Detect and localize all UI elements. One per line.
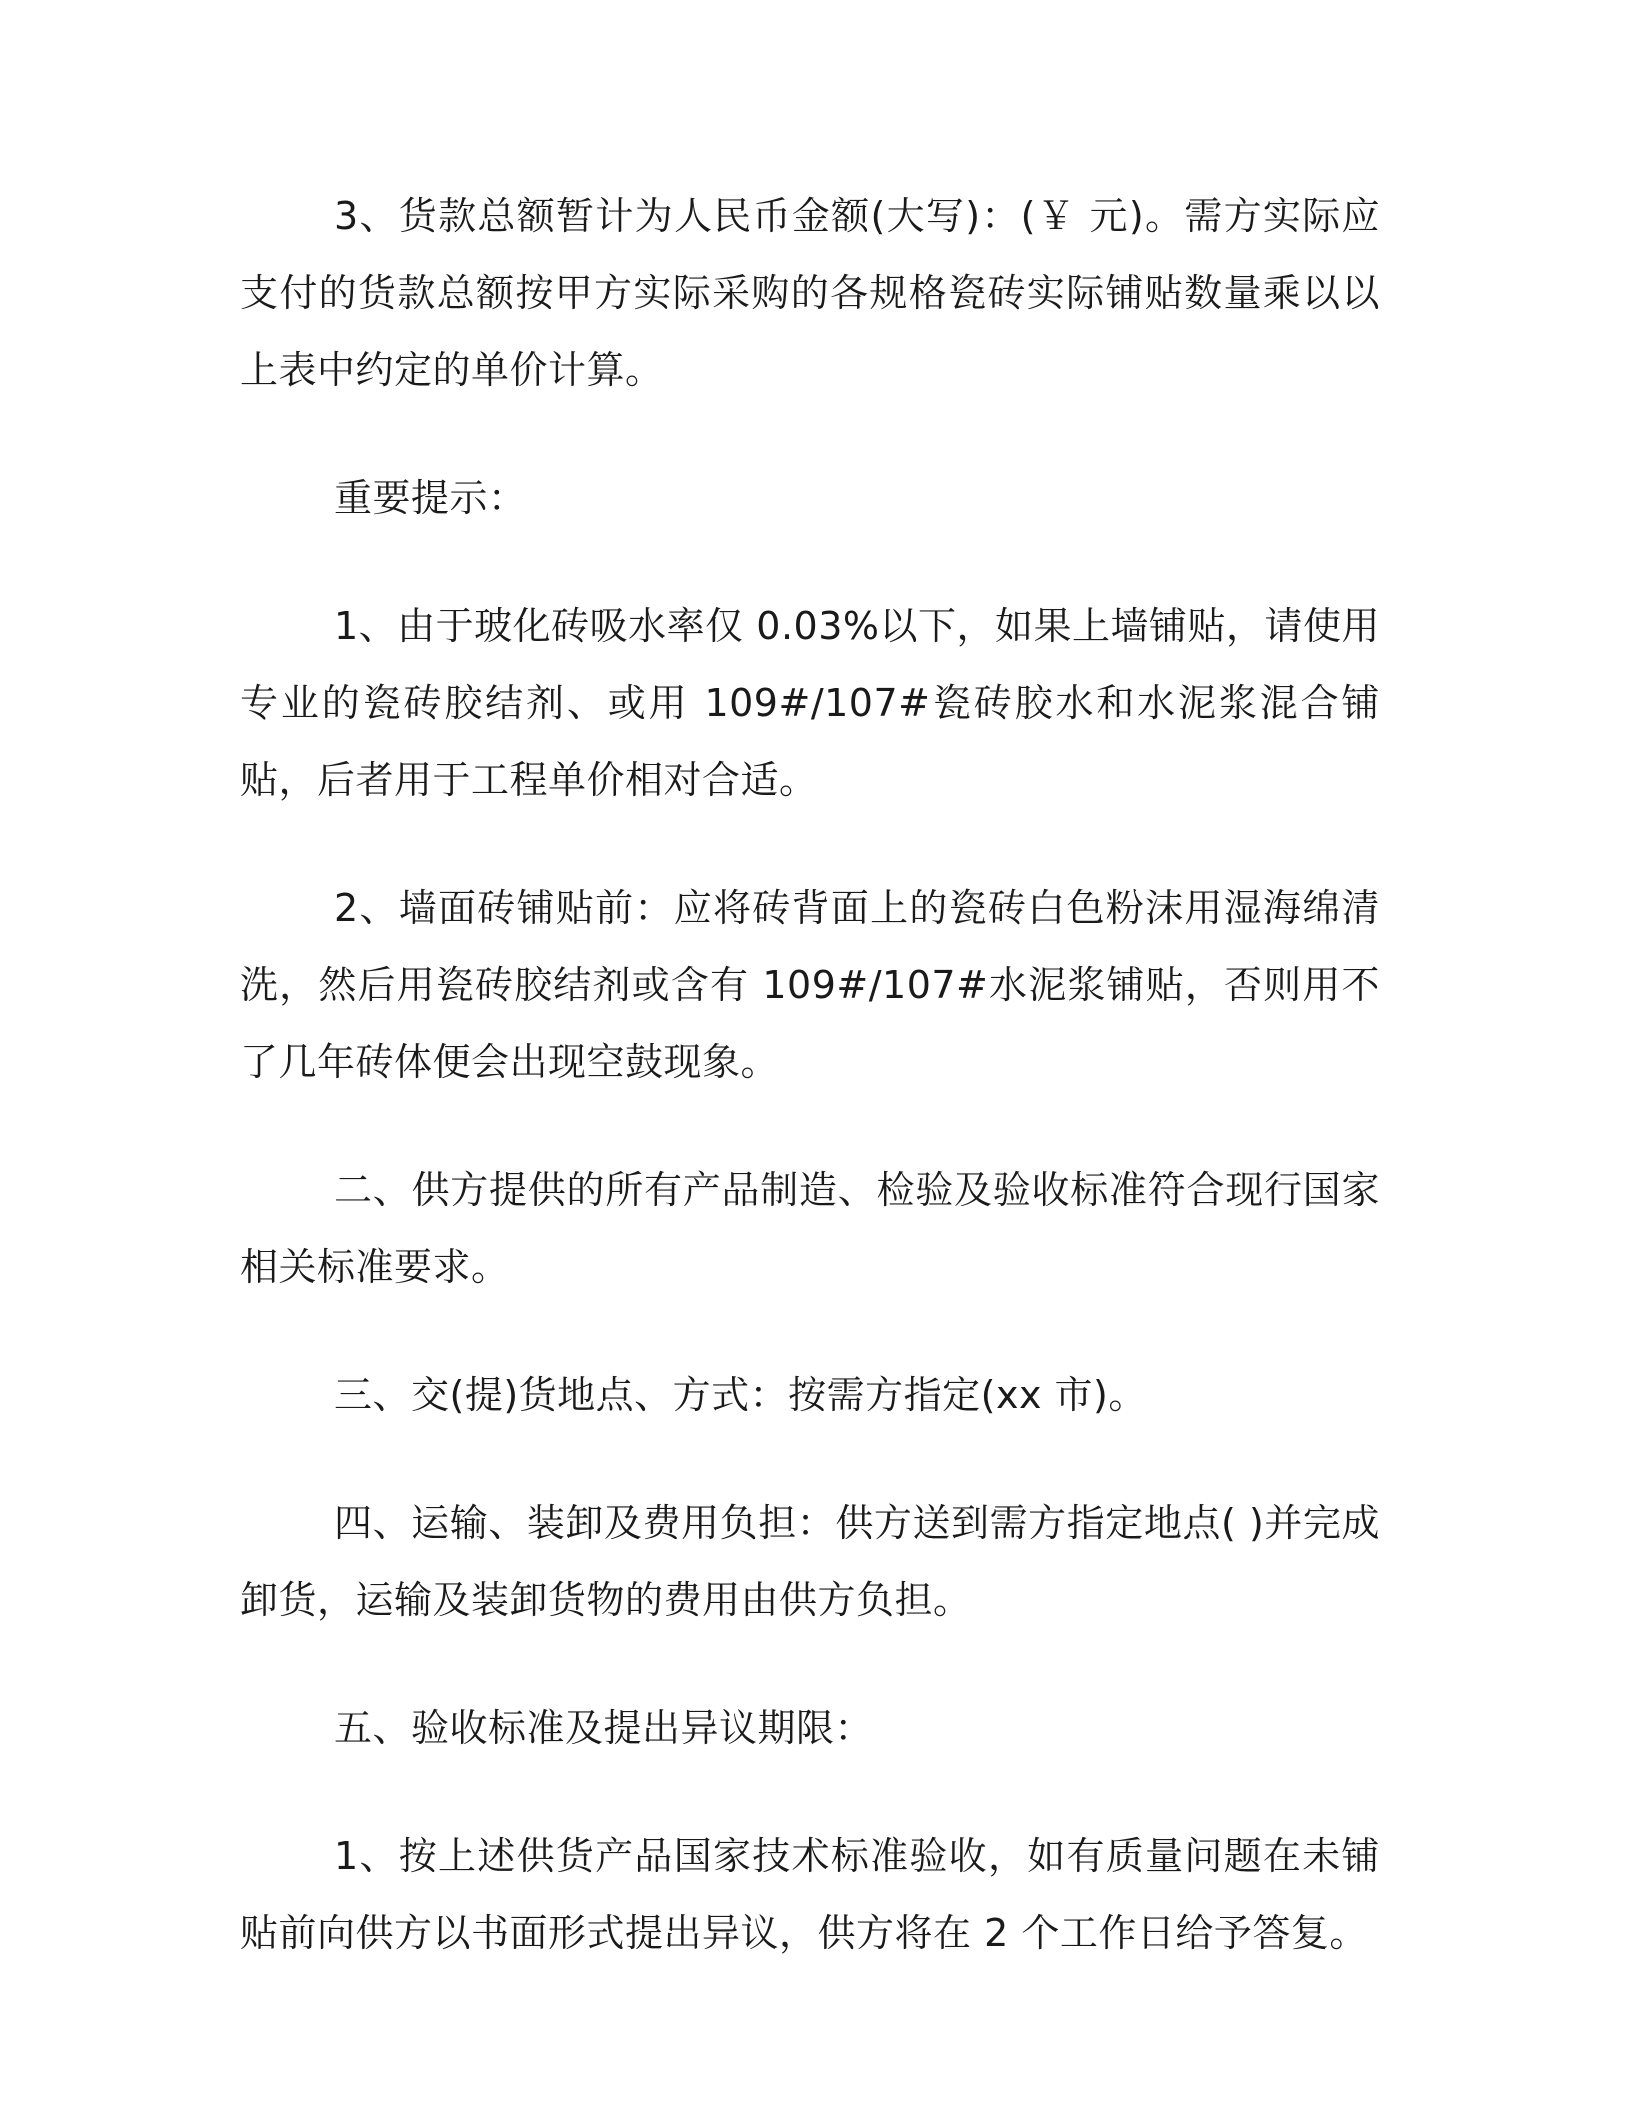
paragraph-section-4: 四、运输、装卸及费用负担：供方送到需方指定地点( )并完成卸货，运输及装卸货物的费用由供方负担。	[240, 1501, 1380, 1622]
paragraph-important-notice-heading: 重要提示：	[334, 476, 527, 520]
document-body	[240, 178, 1380, 2023]
paragraph-section-2: 二、供方提供的所有产品制造、检验及验收标准符合现行国家相关标准要求。	[240, 1168, 1380, 1289]
paragraph-total-amount: 3、货款总额暂计为人民币金额(大写)：(￥ 元)。需方实际应支付的货款总额按甲方实际采购的各规格瓷砖实际铺贴数量乘以以上表中约定的单价计算。	[240, 194, 1380, 392]
paragraph-section-3: 三、交(提)货地点、方式：按需方指定(xx 市)。	[334, 1373, 1147, 1417]
paragraph-notice-1: 1、由于玻化砖吸水率仅 0.03%以下，如果上墙铺贴，请使用专业的瓷砖胶结剂、或用 109#/107#瓷砖胶水和水泥浆混合铺贴，后者用于工程单价相对合适。	[240, 604, 1380, 802]
paragraph-section-5-heading: 五、验收标准及提出异议期限：	[334, 1706, 874, 1750]
paragraph-notice-2: 2、墙面砖铺贴前：应将砖背面上的瓷砖白色粉沫用湿海绵清洗，然后用瓷砖胶结剂或含有 109#/107#水泥浆铺贴，否则用不了几年砖体便会出现空鼓现象。	[240, 886, 1380, 1084]
paragraph-section-5-item-1: 1、按上述供货产品国家技术标准验收，如有质量问题在未铺贴前向供方以书面形式提出异议，供方将在 2 个工作日给予答复。	[240, 1834, 1380, 1955]
